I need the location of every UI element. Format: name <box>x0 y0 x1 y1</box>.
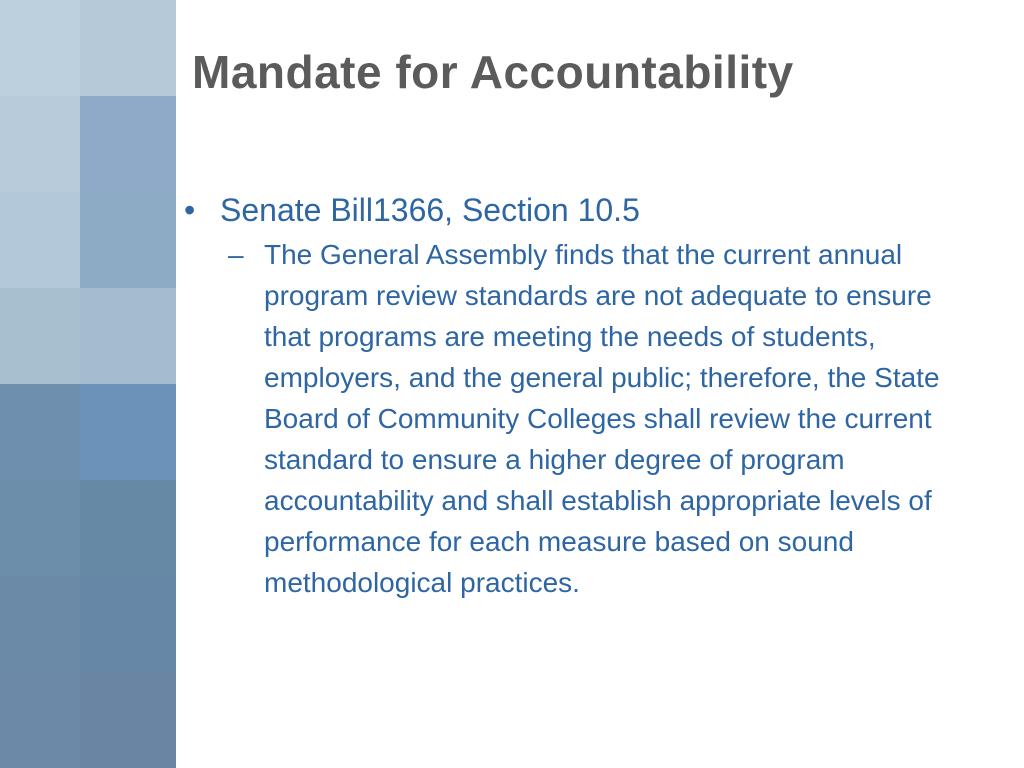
mosaic-tile <box>80 480 176 576</box>
bullet-marker: • <box>184 192 196 228</box>
mosaic-tile <box>80 672 176 768</box>
mosaic-tile <box>80 192 176 288</box>
mosaic-tile <box>0 96 80 192</box>
slide-body <box>184 190 984 603</box>
mosaic-tile <box>0 384 80 480</box>
mosaic-tile <box>0 192 80 288</box>
mosaic-tile <box>80 288 176 384</box>
mosaic-tile <box>0 480 80 576</box>
sub-bullet-text: The General Assembly finds that the current annual program review standards are not adequate to ensure that programs are meeting the needs of students, employers, and the general public; therefore, the State Board of Community Colleges shall review the current standard to ensure a higher degree of program accountability and shall establish appropriate levels of performance for each measure based on sound methodological practices. <box>264 239 940 598</box>
mosaic-tile <box>80 96 176 192</box>
mosaic-tile <box>0 288 80 384</box>
bullet-item <box>184 190 984 230</box>
mosaic-tile <box>80 0 176 96</box>
mosaic-tile <box>0 672 80 768</box>
slide-title: Mandate for Accountability <box>192 46 794 98</box>
mosaic-tile <box>80 384 176 480</box>
mosaic-tile <box>0 576 80 672</box>
mosaic-tile <box>80 576 176 672</box>
sub-bullet-item <box>228 234 984 603</box>
decorative-mosaic <box>0 0 176 768</box>
bullet-text: Senate Bill1366, Section 10.5 <box>220 192 640 228</box>
sub-bullet-marker: – <box>228 239 244 270</box>
mosaic-tile <box>0 0 80 96</box>
